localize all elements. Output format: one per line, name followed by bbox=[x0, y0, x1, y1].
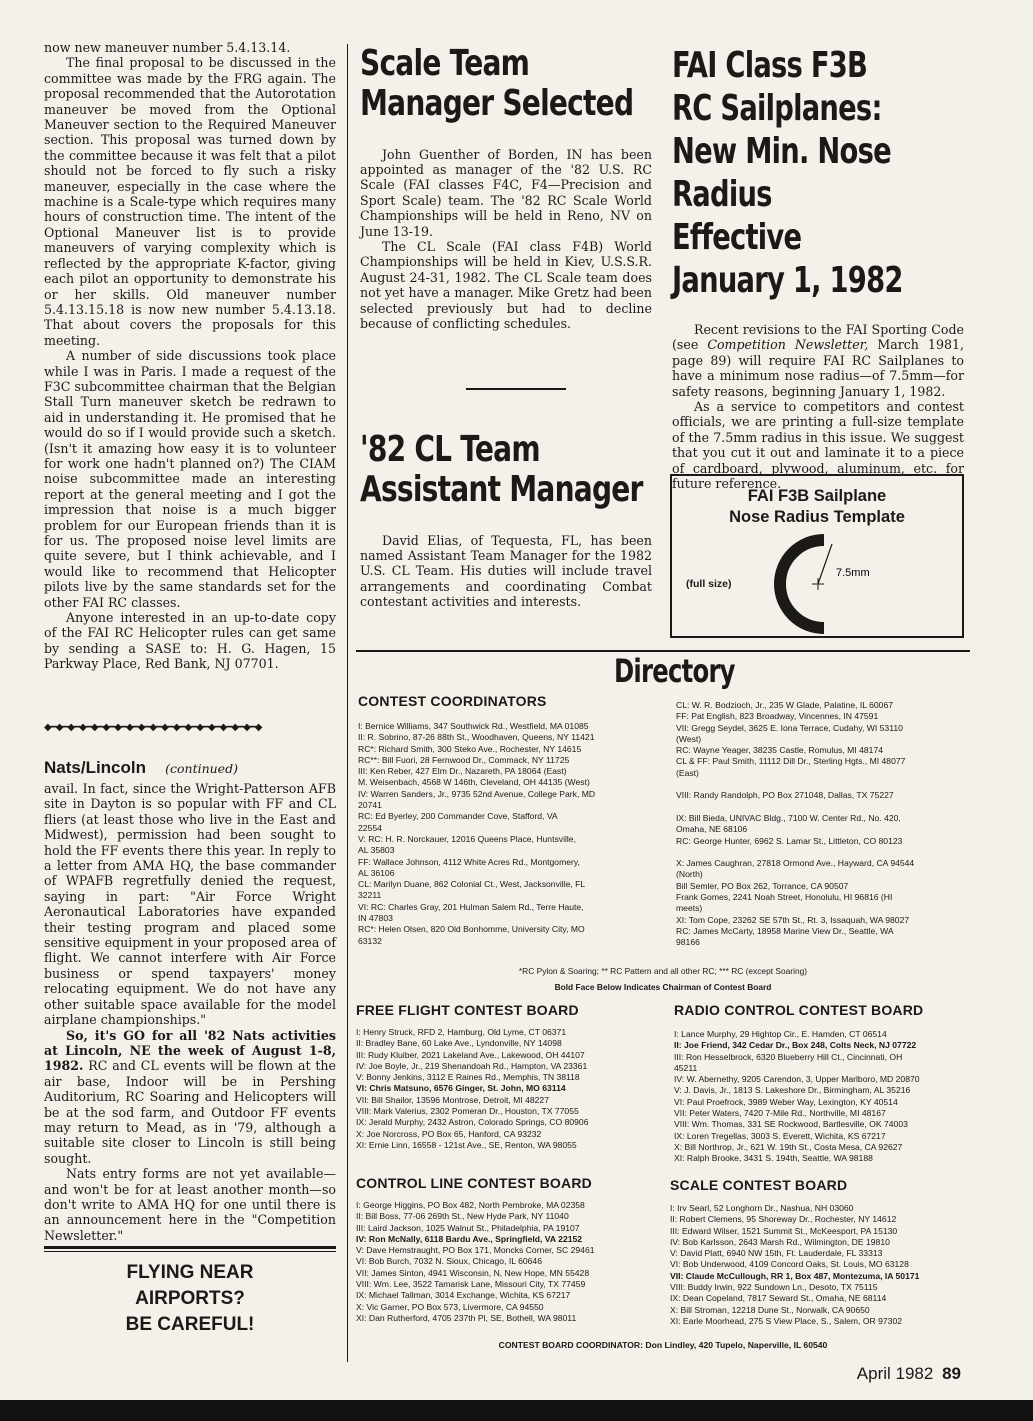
free-flight-entry: IX: Jerald Murphy, 2432 Astron, Colorado Springs, CO 80906 bbox=[356, 1117, 589, 1128]
left-intro-text bbox=[44, 40, 336, 672]
control-line-list bbox=[356, 1200, 666, 1324]
diamond-divider bbox=[44, 720, 336, 736]
coordinator-entry bbox=[676, 847, 972, 858]
radio-control-entry: X: Bill Northrop, Jr., 621 W. 19th St., Costa Mesa, CA 92627 bbox=[674, 1141, 903, 1152]
nats-body bbox=[44, 781, 336, 1028]
coordinator-entry: 98166 bbox=[676, 937, 700, 948]
board-coordinator: CONTEST BOARD COORDINATOR: Don Lindley, 420 Tupelo, Naperville, IL 60540 bbox=[498, 1340, 828, 1350]
radio-control-entry: VI: Paul Proefrock, 3989 Weber Way, Lexington, KY 40514 bbox=[674, 1096, 898, 1107]
coordinator-entry: IV: Warren Sanders, Jr., 9735 52nd Avenue, College Park, MD bbox=[358, 788, 596, 799]
coordinator-entry: FF: Pat English, 823 Broadway, Vincennes, IN 47591 bbox=[676, 711, 879, 722]
free-flight-entry: II: Bradley Bane, 60 Lake Ave., Lyndonville, NY 14098 bbox=[356, 1038, 562, 1049]
flying-top-rule-2 bbox=[44, 1251, 336, 1252]
radius-line bbox=[818, 544, 832, 584]
control-line-entry: VI: Bob Burch, 7032 N. Sioux, Chicago, IL 60646 bbox=[356, 1256, 542, 1267]
nose-radius-diagram bbox=[758, 528, 938, 638]
scale-board-entry: IX: Dean Copeland, 7817 Seward St., Omaha, NE 68114 bbox=[670, 1293, 887, 1304]
radio-control-entry: 45211 bbox=[674, 1062, 698, 1073]
scale-paragraph: The CL Scale (FAI class F4B) World Championships will be held in Kiev, U.S.S.R. August 24-31, 1982. The CL Scale team does not yet have a manager. Mike Gretz had been selected previously but had to decline because of conflicting schedules. bbox=[360, 239, 652, 332]
coordinator-entry: I: Bernice Williams, 347 Southwick Rd., Westfield, MA 01085 bbox=[358, 721, 589, 731]
cl-team-title bbox=[360, 430, 656, 511]
footer-page-number: 89 bbox=[942, 1364, 961, 1383]
cl-team-article bbox=[360, 430, 652, 610]
directory-title: Directory bbox=[614, 652, 735, 690]
scale-board-entry: VI: Bob Underwood, 4109 Concord Oaks, St. Louis, MO 63128 bbox=[670, 1259, 909, 1270]
scale-board-entry: VIII: Buddy Irwin, 922 Sundown Ln., Desoto, TX 75115 bbox=[670, 1282, 878, 1293]
coordinator-entry: AL 36106 bbox=[358, 867, 395, 878]
template-full-size-label: (full size) bbox=[686, 578, 732, 590]
control-line-entry: IX: Michael Tallman, 3014 Exchange, Wichita, KS 67217 bbox=[356, 1290, 571, 1301]
coordinator-entry: III: Ken Reber, 427 Elm Dr., Nazareth, PA 18064 (East) bbox=[358, 766, 567, 777]
coordinator-entry: Omaha, NE 68106 bbox=[676, 824, 748, 835]
template-title-line-2: Nose Radius Template bbox=[729, 508, 905, 526]
coordinator-entry: CL: W. R. Bodzioch, Jr., 235 W Glade, Palatine, IL 60067 bbox=[676, 700, 894, 710]
left-intro-paragraph: The final proposal to be discussed in the committee was made by the FRG again. The proposal recommended that the Autorotation maneuver be moved from the Optional Maneuver section to the Required Maneuver section. This proposal was turned down by the committee because it was felt that a pilot should not be forced to fly such a risky maneuver, especially in the case where the machine is a Scale-type which requires many hours of construction time. The intent of the Optional Maneuver list is to provide maneuvers of varying complexity which is reflected by the appropriate K-factor, giving each pilot an opportunity to demonstrate his or her skills. Old maneuver number 5.4.13.15.18 is now new number 5.4.13.18. That about covers the proposals for this meeting. bbox=[44, 55, 336, 348]
coordinator-entry: IN 47803 bbox=[358, 913, 393, 924]
scale-board-entry: I: Irv Searl, 52 Longhorn Dr., Nashua, NH 03060 bbox=[670, 1203, 854, 1213]
coordinator-entry: RC**: Bill Fuori, 28 Fernwood Dr., Commack, NY 11725 bbox=[358, 754, 570, 765]
nats-bold-paragraph bbox=[44, 1028, 336, 1167]
fai-para1-italic: Competition Newsletter, bbox=[707, 337, 869, 353]
fai-title-line-3: New Min. Nose Radius bbox=[672, 131, 891, 215]
coordinator-entry: RC: George Hunter, 6962 S. Lamar St., Littleton, CO 80123 bbox=[676, 835, 903, 846]
coordinator-entry: II: R. Sobrino, 87-26 88th St., Woodhaven, Queens, NY 11421 bbox=[358, 732, 595, 743]
radio-control-heading: RADIO CONTROL CONTEST BOARD bbox=[674, 1002, 924, 1018]
radio-control-entry: VII: Peter Waters, 7420 7-Mile Rd., Northville, MI 48167 bbox=[674, 1108, 886, 1119]
template-title bbox=[672, 486, 962, 528]
coordinator-entry: CL & FF: Paul Smith, 11112 Dill Dr., Sterling Hgts., MI 48077 bbox=[676, 756, 906, 767]
free-flight-entry: I: Henry Struck, RFD 2, Hamburg, Old Lyme, CT 06371 bbox=[356, 1027, 567, 1037]
coordinator-entry: CL: Marilyn Duane, 862 Colonial Ct., West, Jacksonville, FL bbox=[358, 879, 586, 890]
control-line-entry: VIII: Wm. Lee, 3522 Tamarisk Lane, Missouri City, TX 77459 bbox=[356, 1279, 586, 1290]
bottom-bar bbox=[0, 1400, 1033, 1421]
coordinator-entry: RC: James McCarty, 18958 Marine View Dr., Seattle, WA bbox=[676, 925, 894, 936]
coordinator-entry: Frank Gomes, 2241 Noah Street, Honolulu, HI 96816 (HI bbox=[676, 892, 893, 903]
free-flight-entry: VII: Bill Shailor, 13596 Montrose, Detroit, MI 48227 bbox=[356, 1094, 549, 1105]
radio-control-entry: II: Joe Friend, 342 Cedar Dr., Box 248, Colts Neck, NJ 07722 bbox=[674, 1040, 917, 1051]
free-flight-entry: VI: Chris Matsuno, 6576 Ginger, St. John, MO 63114 bbox=[356, 1083, 566, 1094]
free-flight-entry: XI: Ernie Linn, 16558 - 121st Ave., SE, Renton, WA 98055 bbox=[356, 1139, 577, 1150]
coordinator-entry: 20741 bbox=[358, 800, 382, 811]
coordinator-entry: RC*: Richard Smith, 300 Steko Ave., Rochester, NY 14615 bbox=[358, 743, 582, 754]
coordinator-entry: 22554 bbox=[358, 822, 382, 833]
flying-line-3: BE CAREFUL! bbox=[125, 1314, 255, 1335]
coordinator-entry: meets) bbox=[676, 903, 703, 914]
coordinator-entry: VIII: Randy Randolph, PO Box 271048, Dallas, TX 75227 bbox=[676, 790, 894, 801]
fai-title bbox=[672, 44, 968, 302]
control-line-entry: XI: Dan Rutherford, 4705 237th Pl, SE, Bothell, WA 98011 bbox=[356, 1312, 577, 1323]
nats-article bbox=[44, 758, 336, 1243]
fai-article bbox=[672, 44, 964, 491]
radio-control-entry: XI: Ralph Brooke, 3431 S. 194th, Seattle, WA 98188 bbox=[674, 1153, 873, 1164]
coordinator-entry: (East) bbox=[676, 767, 699, 778]
free-flight-entry: X: Joe Norcross, PO Box 65, Hanford, CA 93232 bbox=[356, 1128, 542, 1139]
fai-title-line-2: RC Sailplanes: bbox=[672, 88, 882, 129]
scale-board-entry: V: David Platt, 6940 NW 15th, Ft. Lauderdale, FL 33313 bbox=[670, 1248, 883, 1259]
coordinator-entry: VI: RC: Charles Gray, 201 Hulman Salem Rd., Terre Haute, bbox=[358, 901, 584, 912]
diamond-row-icon: ◆━◆━◆━◆━◆━◆━◆━◆━◆━◆━◆━◆━◆━◆━◆━◆━◆━◆━◆ bbox=[44, 722, 262, 733]
coordinator-entry: 63132 bbox=[358, 935, 382, 946]
control-line-entry: I: George Higgins, PO Box 482, North Pembroke, MA 02358 bbox=[356, 1200, 585, 1210]
page-footer bbox=[857, 1364, 961, 1384]
free-flight-heading: FREE FLIGHT CONTEST BOARD bbox=[356, 1002, 579, 1018]
nats-paragraph: avail. In fact, since the Wright-Patterson AFB site in Dayton is so popular with FF and CL fliers (at least those who live in the East and Midwest), permission had been sought to hold the FF events there this year. In reply to a letter from AMA HQ, the base commander of WPAFB regretfully denied the request, saying in part: "Air Force Wright Aeronautical Laboratories have expanded their testing program and placed some sensitive equipment in your proposed area of flight. We cannot interfere with Air Force business or spend taxpayers' money relocating equipment. We do not have any other suitable space available for the model airplane championships." bbox=[44, 781, 336, 1028]
coordinators-right-list bbox=[676, 700, 972, 949]
coordinator-entry: XI: Tom Cope, 23262 SE 57th St., Rt. 3, Issaquah, WA 98027 bbox=[676, 914, 910, 925]
coordinator-entry: (West) bbox=[676, 733, 702, 744]
free-flight-entry: V: Bonny Jenkins, 3112 E Raines Rd., Memphis, TN 38118 bbox=[356, 1072, 580, 1083]
template-title-line-1: FAI F3B Sailplane bbox=[747, 487, 887, 505]
scale-board-entry: VII: Claude McCullough, RR 1, Box 487, Montezuma, IA 50171 bbox=[670, 1270, 920, 1281]
flying-line-1: FLYING NEAR bbox=[126, 1262, 254, 1283]
coordinator-entry: M. Weisenbach, 4568 W 146th, Cleveland, OH 44135 (West) bbox=[358, 777, 590, 788]
fai-paragraph-2: As a service to competitors and contest officials, we are printing a full-size template of the 7.5mm radius in this issue. We suggest that you cut it out and laminate it to a piece of cardboard, plywood, aluminum, etc. for future reference. bbox=[672, 399, 964, 492]
fai-para1-after: March 1981, page 89) will require FAI RC Sailplanes to have a minimum nose radius—of 7.5mm—for safety reasons, beginning January 1, 1982. bbox=[672, 337, 964, 399]
fai-title-line-1: FAI Class F3B bbox=[672, 45, 868, 86]
free-flight-entry: VIII: Mark Valerius, 2302 Pomeran Dr., Houston, TX 77055 bbox=[356, 1106, 579, 1117]
coordinator-entry: VII: Gregg Seydel, 3625 E. Iona Terrace, Cudahy, WI 53110 bbox=[676, 722, 903, 733]
scale-board-entry: III: Edward Wilser, 1521 Summit St., McKeesport, PA 15130 bbox=[670, 1225, 898, 1236]
control-line-entry: IV: Ron McNally, 6118 Bardu Ave., Springfield, VA 22152 bbox=[356, 1233, 583, 1244]
left-intro-paragraph: A number of side discussions took place while I was in Paris. I made a request of the F3C subcommittee chairman that the Belgian Stall Turn maneuver sketch be redrawn to aid in understanding it. He promised that he would do so if I would provide such a sketch. (Isn't it amazing how easy it is to volunteer for work one hadn't planned on?) The CIAM noise subcommittee made an interesting report at the general meeting and I got the impression that noise is a much bigger problem for our European friends than it is for us. The proposed noise level limits are quite severe, but I think achievable, and I would like to recommend that Helicopter pilots live by the same standards set for the other FAI RC classes. bbox=[44, 348, 336, 610]
fai-paragraph-1 bbox=[672, 322, 964, 399]
coordinator-entry: FF: Wallace Johnson, 4112 White Acres Rd., Montgomery, bbox=[358, 856, 580, 867]
coordinator-entry: RC: Ed Byerley, 200 Commander Cove, Stafford, VA bbox=[358, 811, 558, 822]
fai-para1-before: Recent revisions to the FAI Sporting Code (see bbox=[672, 322, 964, 353]
radio-control-entry: IX: Loren Tregellas, 3003 S. Everett, Wichita, KS 67217 bbox=[674, 1130, 886, 1141]
scale-article bbox=[360, 44, 652, 332]
cl-team-body bbox=[360, 533, 652, 610]
coordinators-left-list bbox=[358, 721, 664, 947]
radio-control-entry: IV: W. Abernethy, 9205 Carendon, 3, Upper Marlboro, MD 20870 bbox=[674, 1074, 920, 1085]
fai-title-line-4: Effective bbox=[672, 217, 802, 258]
radius-label: 7.5mm bbox=[836, 567, 870, 579]
coordinator-entry: V: RC: H. R. Norckauer, 12016 Queens Place, Huntsville, bbox=[358, 833, 576, 844]
scale-title bbox=[360, 44, 656, 125]
radio-control-entry: VIII: Wm. Thomas, 331 SE Rockwood, Bartlesville, OK 74003 bbox=[674, 1119, 908, 1130]
free-flight-entry: IV: Joe Boyle, Jr., 219 Shenandoah Rd., Hampton, VA 23361 bbox=[356, 1060, 588, 1071]
free-flight-entry: III: Rudy Kluiber, 2021 Lakeland Ave., Lakewood, OH 44107 bbox=[356, 1049, 585, 1060]
radio-control-list bbox=[674, 1029, 972, 1165]
footer-date: April 1982 bbox=[856, 1364, 934, 1383]
bold-face-note: Bold Face Below Indicates Chairman of Contest Board bbox=[554, 982, 772, 992]
scale-board-entry: IV: Bob Karlsson, 2643 Marsh Rd., Wilmington, DE 19810 bbox=[670, 1236, 890, 1247]
flying-top-rule-1 bbox=[44, 1246, 336, 1249]
column-divider bbox=[347, 44, 348, 1362]
flying-line-2: AIRPORTS? bbox=[135, 1288, 245, 1309]
free-flight-list bbox=[356, 1027, 666, 1151]
left-intro-paragraph: Anyone interested in an up-to-date copy of the FAI RC Helicopter rules can get same by sending a SASE to: H. G. Hagen, 15 Parkway Place, Red Bank, NJ 07701. bbox=[44, 610, 336, 672]
scale-title-line-1: Scale Team bbox=[360, 43, 530, 84]
fai-title-line-5: January 1, 1982 bbox=[672, 260, 903, 301]
coordinator-entry: IX: Bill Bieda, UNIVAC Bldg., 7100 W. Center Rd., No. 420, bbox=[676, 812, 901, 823]
nats-continued: (continued) bbox=[165, 761, 238, 776]
radio-control-entry: I: Lance Murphy, 29 Hightop Cir., E. Hamden, CT 06514 bbox=[674, 1029, 887, 1039]
control-line-entry: III: Laird Jackson, 1025 Walnut St., Philadelphia, PA 19107 bbox=[356, 1222, 580, 1233]
coordinator-entry: RC: Wayne Yeager, 38235 Castle, Romulus, MI 48174 bbox=[676, 745, 884, 756]
nats-last-paragraph: Nats entry forms are not yet available—and won't be for at least another month—so don't write to AMA HQ for one until there is an announcement here in the "Competition Newsletter." bbox=[44, 1166, 336, 1243]
nose-radius-template-box bbox=[670, 474, 964, 638]
control-line-entry: X: Vic Garner, PO Box 573, Livermore, CA 94550 bbox=[356, 1301, 544, 1312]
scale-paragraph: John Guenther of Borden, IN has been appointed as manager of the '82 U.S. RC Scale (FAI classes F4C, F4—Precision and Sport Scale) team. The '82 RC Scale World Championships will be held in Reno, NV on June 13-19. bbox=[360, 146, 652, 239]
radio-control-entry: III: Ron Hesselbrock, 6320 Blueberry Hill Ct., Cincinnati, OH bbox=[674, 1051, 903, 1062]
control-line-entry: II: Bill Boss, 77-06 269th St., New Hyde Park, NY 11040 bbox=[356, 1211, 569, 1222]
directory-footnote: *RC Pylon & Soaring; ** RC Pattern and all other RC; *** RC (except Soaring) bbox=[518, 966, 808, 976]
contest-coordinators-heading: CONTEST COORDINATORS bbox=[358, 693, 547, 709]
flying-notice bbox=[44, 1260, 336, 1338]
left-column bbox=[44, 40, 336, 672]
cl-team-paragraph: David Elias, of Tequesta, FL, has been named Assistant Team Manager for the 1982 U.S. CL Team. His duties will include travel arrangements and coordinating Combat contestant activities and interests. bbox=[360, 532, 652, 610]
coordinator-entry: (North) bbox=[676, 869, 703, 880]
coordinator-entry bbox=[676, 779, 972, 790]
coordinator-entry: RC*: Helen Olsen, 820 Old Bonhomme, University City, MO bbox=[358, 924, 585, 935]
control-line-entry: VII: James Sinton, 4941 Wisconsin, N, New Hope, MN 55428 bbox=[356, 1267, 590, 1278]
control-line-entry: V: Dave Hemstraught, PO Box 171, Moncks Corner, SC 29461 bbox=[356, 1245, 595, 1256]
cl-title-line-2: Assistant Manager bbox=[360, 469, 643, 511]
coordinator-entry: Bill Semler, PO Box 262, Torrance, CA 90507 bbox=[676, 880, 849, 891]
left-intro-paragraph: now new maneuver number 5.4.13.14. bbox=[44, 40, 291, 55]
scale-title-line-2: Manager Selected bbox=[360, 83, 634, 125]
radio-control-entry: V: J. Davis, Jr., 1813 S. Lakeshore Dr., Birmingham, AL 35216 bbox=[674, 1085, 911, 1096]
coordinator-entry: AL 35803 bbox=[358, 845, 395, 856]
cl-title-line-1: '82 CL Team bbox=[360, 429, 540, 470]
scale-board-heading: SCALE CONTEST BOARD bbox=[670, 1177, 848, 1193]
nats-after-bold: RC and CL events will be flown at the air base, Indoor will be in Pershing Auditorium, RC Soaring and Helicopters will be at the sod farm, and Outdoor FF events may return to Mead, as in '79, although a suitable site closer to Lincoln is still being sought. bbox=[44, 1058, 336, 1166]
scale-board-entry: II: Robert Clemens, 95 Shoreway Dr., Rochester, NY 14612 bbox=[670, 1214, 897, 1225]
scale-body bbox=[360, 147, 652, 332]
coordinator-entry: X: James Caughran, 27818 Ormond Ave., Hayward, CA 94544 bbox=[676, 858, 915, 869]
control-line-heading: CONTROL LINE CONTEST BOARD bbox=[356, 1175, 592, 1191]
nats-bold-text: So, it's GO for all '82 Nats activities at Lincoln, NE the week of August 1-8, 1982. bbox=[44, 1027, 336, 1074]
coordinator-entry bbox=[676, 802, 972, 813]
coordinator-entry: 32211 bbox=[358, 890, 382, 901]
nats-title: Nats/Lincoln bbox=[44, 758, 147, 777]
scale-board-list bbox=[670, 1203, 972, 1327]
scale-board-entry: X: Bill Stroman, 12218 Dune St., Norwalk, CA 90650 bbox=[670, 1304, 870, 1315]
center-short-rule bbox=[466, 388, 566, 390]
scale-board-entry: XI: Earle Moorhead, 275 S View Place, S., Salem, OR 97302 bbox=[670, 1315, 902, 1326]
